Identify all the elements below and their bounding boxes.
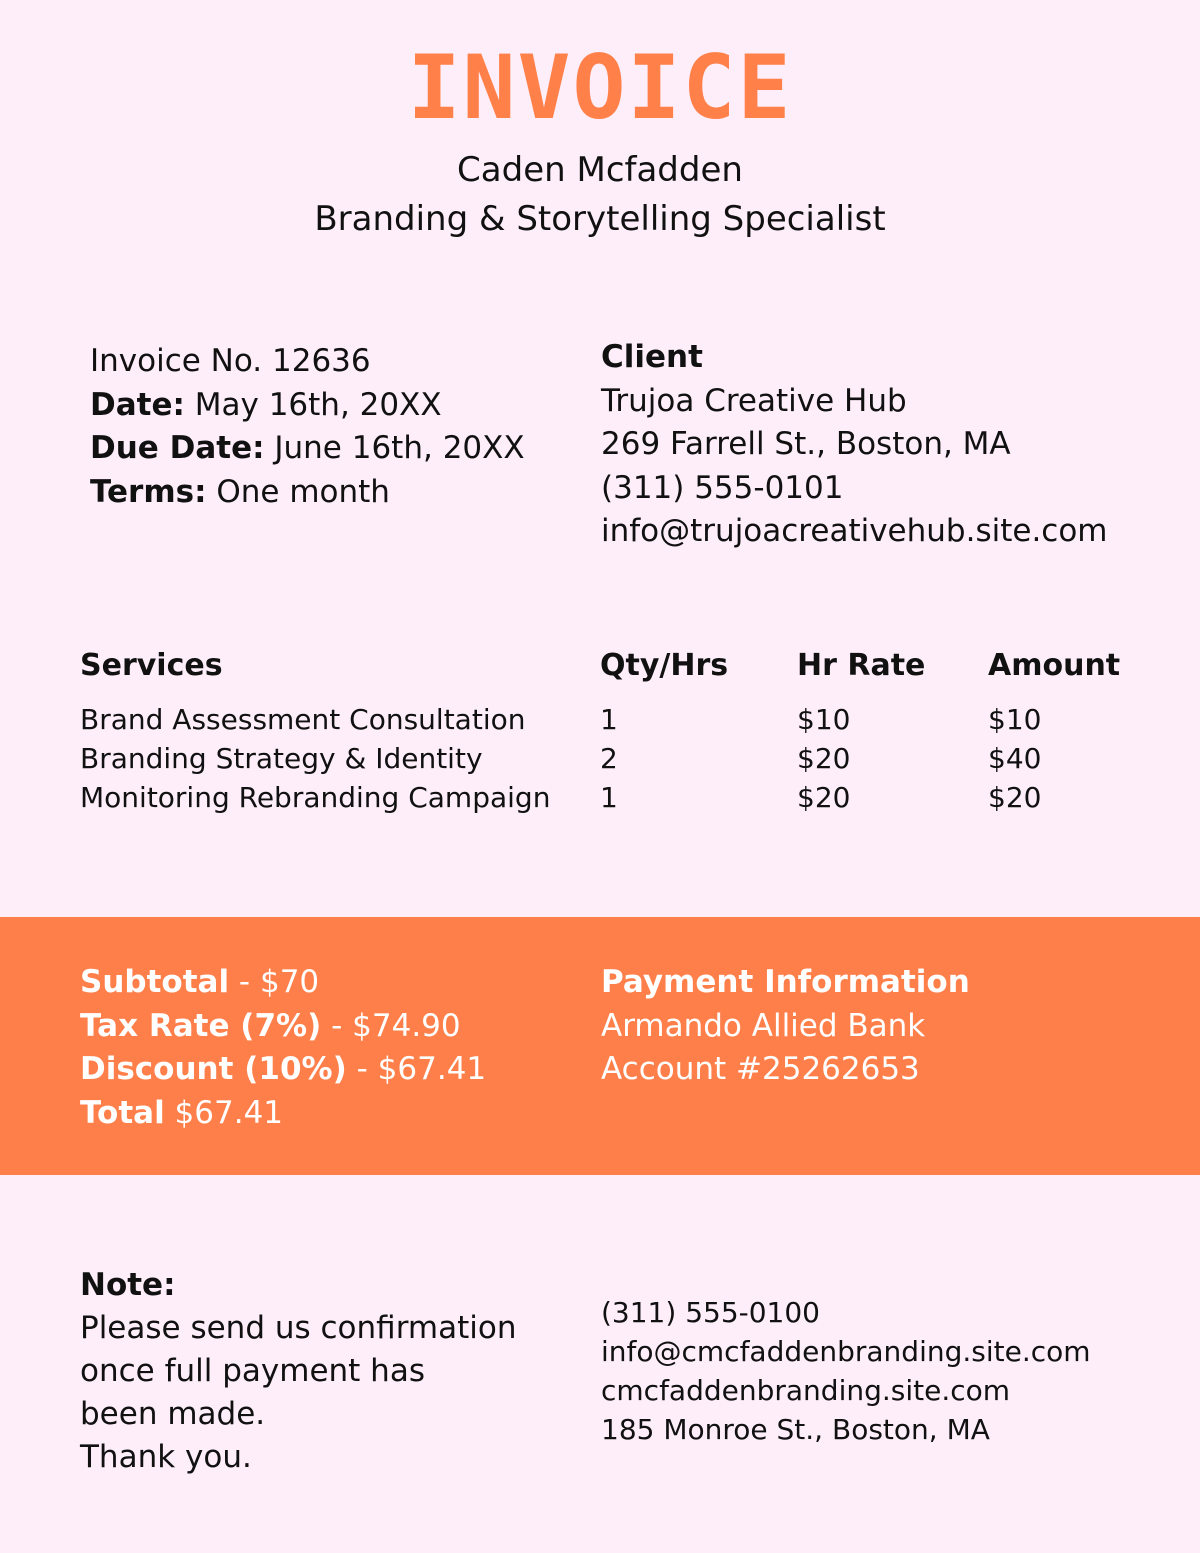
note-block [80, 1264, 550, 1479]
subtotal [80, 961, 486, 1005]
rate-row-1: $10 [797, 703, 851, 736]
contact-email: info@cmcfaddenbranding.site.com [601, 1335, 1091, 1368]
totals-block [80, 961, 486, 1135]
tax-label: Tax Rate (7%) [80, 1007, 322, 1044]
discount-value: - $67.41 [346, 1051, 487, 1087]
date-value: May 16th, 20XX [184, 386, 442, 423]
invoice-title: INVOICE [407, 36, 793, 139]
issuer-name: Caden Mcfadden [457, 150, 743, 190]
due-date-value: June 16th, 20XX [264, 430, 525, 466]
invoice-meta [90, 340, 525, 514]
qty-row-2: 2 [600, 742, 618, 775]
client-email: info@trujoacreativehub.site.com [601, 513, 1108, 549]
note-line-3: been made. [80, 1396, 266, 1432]
client-phone: (311) 555-0101 [601, 469, 844, 506]
client-name: Trujoa Creative Hub [601, 382, 907, 419]
terms-label: Terms: [90, 473, 207, 510]
discount [80, 1048, 486, 1092]
contact-block [601, 1293, 1091, 1449]
total-label: Total [80, 1094, 165, 1131]
date-label: Date: [90, 386, 185, 423]
invoice-date [90, 384, 525, 428]
note-line-2: once full payment has [80, 1353, 425, 1389]
service-amounts [988, 700, 1041, 817]
payment-heading: Payment Information [601, 964, 970, 1000]
invoice-number: Invoice No. 12636 [90, 343, 371, 379]
contact-website: cmcfaddenbranding.site.com [601, 1374, 1011, 1407]
service-row-3: Monitoring Rebranding Campaign [80, 781, 551, 814]
subtotal-value: - $70 [229, 964, 320, 1000]
note-line-1: Please send us confirmation [80, 1310, 517, 1346]
amount-row-1: $10 [988, 703, 1042, 736]
service-row-1: Brand Assessment Consultation [80, 703, 526, 736]
rate-header: Hr Rate [797, 648, 926, 683]
amount-row-2: $40 [988, 742, 1042, 775]
tax [80, 1005, 486, 1049]
total-value: $67.41 [164, 1094, 284, 1131]
terms-value: One month [206, 473, 390, 510]
note-line-4: Thank you. [80, 1439, 252, 1475]
total [80, 1092, 486, 1136]
qty-header: Qty/Hrs [600, 648, 729, 683]
contact-phone: (311) 555-0100 [601, 1296, 820, 1329]
services-header: Services [80, 648, 223, 683]
service-rates [797, 700, 850, 817]
payment-account: Account #25262653 [601, 1051, 920, 1087]
client-heading: Client [601, 339, 703, 375]
totals-band [0, 917, 1200, 1175]
service-quantities [600, 700, 618, 817]
contact-address: 185 Monroe St., Boston, MA [601, 1413, 990, 1446]
amount-row-3: $20 [988, 781, 1042, 814]
client-address: 269 Farrell St., Boston, MA [601, 426, 1011, 462]
amount-header: Amount [988, 648, 1121, 683]
invoice-due-date [90, 427, 525, 471]
rate-row-2: $20 [797, 742, 851, 775]
issuer-role: Branding & Storytelling Specialist [314, 199, 886, 239]
invoice-terms [90, 471, 525, 515]
note-heading: Note: [80, 1267, 176, 1303]
subtotal-label: Subtotal [80, 964, 230, 1000]
service-descriptions [80, 700, 550, 817]
qty-row-3: 1 [600, 781, 618, 814]
qty-row-1: 1 [600, 703, 618, 736]
tax-value: - $74.90 [321, 1007, 461, 1044]
rate-row-3: $20 [797, 781, 851, 814]
service-row-2: Branding Strategy & Identity [80, 742, 483, 775]
payment-info [601, 961, 970, 1092]
discount-label: Discount (10%) [80, 1051, 347, 1087]
due-date-label: Due Date: [90, 430, 265, 466]
client-block [601, 336, 1108, 554]
payment-bank: Armando Allied Bank [601, 1007, 926, 1044]
